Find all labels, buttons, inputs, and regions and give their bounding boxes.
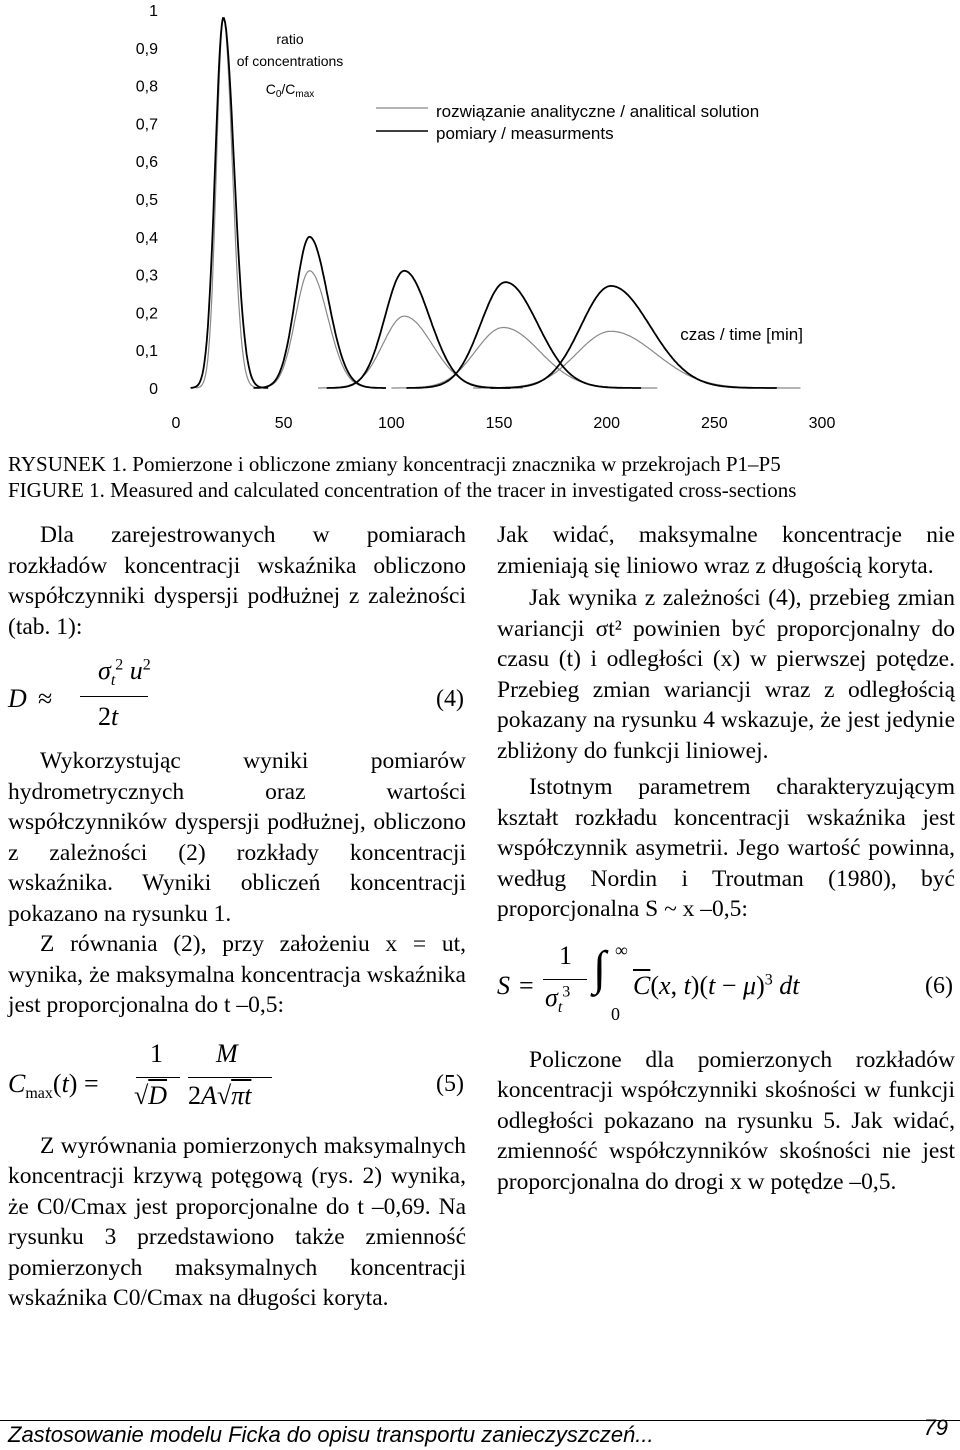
left-paragraph-2: Wykorzystując wyniki pomiarów hydrometrycznych oraz wartości współczynników dyspersji podłużnej, obliczono z zależności (2) rozkłady koncentracji wskaźnika. Wyniki obliczeń koncentracji pokazano na rysunku 1.: [8, 748, 466, 927]
concentration-chart: [0, 0, 960, 440]
left-column: [8, 520, 466, 1314]
x-tick-label: 50: [274, 415, 293, 432]
running-title: Zastosowanie modelu Ficka do opisu transportu zanieczyszczeń...: [8, 1422, 654, 1447]
x-tick-label: 150: [485, 415, 513, 432]
y-tick-label: 0,2: [135, 305, 158, 323]
measured-curve-p3: [327, 271, 511, 388]
x-tick-label: 250: [700, 415, 728, 432]
y-axis-label-line1: ratio: [276, 31, 304, 47]
equation-6: S = 1 $\sigma_t^3$ ∫ ∞ 0 $\overline{C}(x$, $t)(t - \mu)^3$ dt (6): [497, 939, 953, 1024]
right-paragraph-1: Jak widać, maksymalne koncentracje nie zmieniają się liniowo wraz z długością koryta.: [497, 522, 955, 579]
analytical-curve-p4: [391, 328, 657, 389]
y-tick-label: 0,5: [135, 192, 158, 209]
y-tick-label: 0,7: [135, 116, 158, 134]
page-number: 79: [923, 1415, 948, 1440]
right-paragraph-4: Policzone dla pomierzonych rozkładów koncentracji współczynniki skośności w funkcji odległości pokazano na rysunku 5. Jak widać, zmienność współczynników skośności nie jest proporcjonalna do drogi x w potędze –0,5.: [497, 1046, 955, 1195]
equation-5: $C_{max}(t)$ = 1 √D M 2A√πt (5): [8, 1038, 464, 1110]
figure-caption-pl: RYSUNEK 1. Pomierzone i obliczone zmiany koncentracji znacznika w przekrojach P1–P5: [8, 452, 781, 476]
measured-curve-p1: [191, 18, 269, 388]
y-tick-labels: [136, 3, 158, 398]
figure-caption-en: FIGURE 1. Measured and calculated concentration of the tracer in investigated cross-sections: [8, 478, 797, 502]
y-tick-label: 0,3: [135, 267, 158, 285]
equation-5-number: (5): [436, 1070, 464, 1097]
y-axis-label-line2: of concentrations: [236, 53, 344, 69]
measured-curve-p2: [254, 237, 387, 388]
right-paragraph-2: Jak wynika z zależności (4), przebieg zmian wariancji σt² powinien być proporcjonalny do czasu (t) i odległości (x) w pierwszej potędze. Przebieg zmian wariancji wraz z odległością pokazany na rysunku 4 wskazuje, że jest jedynie zbliżony do funkcji liniowej.: [497, 585, 955, 764]
equation-6-number: (6): [925, 972, 953, 999]
left-paragraph-1: Dla zarejestrowanych w pomiarach rozkładów koncentracji wskaźnika obliczono współczynniki dyspersji podłużnej z zależności (tab. 1):: [8, 522, 466, 640]
equation-4-number: (4): [436, 686, 464, 712]
measured-curve-p4: [406, 282, 641, 388]
equation-4: D ≈ $\sigma_t^2$ $u^2$ 2t (4): [8, 656, 464, 731]
legend-label-analytical: rozwiązanie analityczne / analitical solution: [436, 102, 760, 121]
y-tick-label: 0,1: [135, 343, 158, 361]
y-tick-label: 0,9: [135, 40, 158, 58]
y-tick-label: 1: [149, 3, 158, 20]
x-tick-labels: [172, 415, 836, 432]
x-tick-label: 0: [171, 415, 181, 432]
y-tick-label: 0,6: [135, 154, 158, 172]
x-tick-label: 100: [377, 415, 405, 432]
legend-label-measured: pomiary / measurments: [436, 124, 614, 143]
x-axis-label: czas / time [min]: [680, 325, 803, 344]
footer-rule: [0, 1420, 960, 1421]
y-tick-label: 0: [149, 381, 158, 398]
left-paragraph-4: Z wyrównania pomierzonych maksymalnych koncentracji krzywą potęgową (rys. 2) wynika, że C0/Cmax jest proporcjonalne do t –0,69. Na rysunku 3 przedstawiono także zmienność pomierzonych maksymalnych koncentracji wskaźnika C0/Cmax na długości koryta.: [8, 1132, 466, 1311]
chart-legend: [376, 102, 759, 143]
analytical-curve-p1: [196, 18, 261, 388]
y-axis-label-line3: $C_0/C_{max}$: [265, 81, 315, 100]
y-tick-label: 0,8: [135, 78, 158, 96]
y-tick-label: 0,4: [135, 229, 158, 247]
right-column: [497, 520, 955, 1197]
x-tick-label: 300: [808, 415, 836, 432]
right-paragraph-3: Istotnym parametrem charakteryzującym kształt rozkładu koncentracji wskaźnika jest współczynnik asymetrii. Jego wartość powinna, według Nordin i Troutman (1980), być proporcjonalna S ~ x –0,5:: [497, 774, 955, 922]
x-tick-label: 200: [593, 415, 621, 432]
left-paragraph-3: Z równania (2), przy założeniu x = ut, wynika, że maksymalna koncentracja wskaźnika jest proporcjonalna do t –0,5:: [8, 931, 466, 1018]
